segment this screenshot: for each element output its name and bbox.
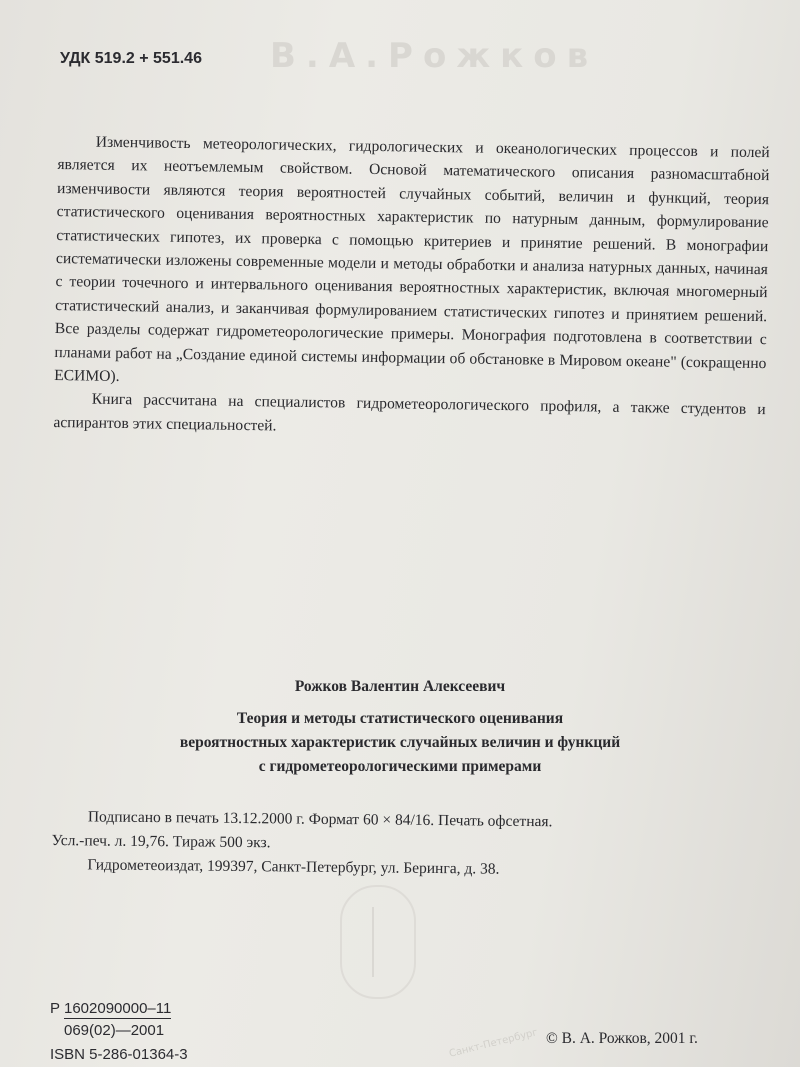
stamp-inner-line bbox=[372, 907, 384, 977]
show-through-author-text: В.А.Рожков bbox=[270, 36, 599, 76]
author-name: Рожков Валентин Алексеевич bbox=[294, 678, 506, 695]
imprint-publisher-address: Гидрометеоиздат, 199397, Санкт-Петербург, ул. Беринга, д. 38. bbox=[87, 856, 500, 878]
show-through-bottom-text: Санкт-Петербург bbox=[448, 1027, 539, 1060]
abstract-section bbox=[53, 130, 770, 445]
imprint-section bbox=[51, 805, 772, 885]
isbn-number: ISBN 5-286-01364-3 bbox=[50, 1046, 188, 1063]
abstract-paragraph: Изменчивость метеорологических, гидрологических и океанологических процессов и полей является их неотъемлемым свойством. Основой математического описания разномасштабной изменчивости являются теория вероятностей случайных событий, величин и функций, теория статистического оценивания вероятностных характеристик по натурным данным, формулирование статистических гипотез, их проверка с помощью критериев и принятие решений. В монографии систематически изложены современные модели и методы обработки и анализа натурных данных, начиная с теории точечного и интервального оценивания вероятностных характеристик, включая многомерный статистический анализ, и заканчивая формулированием статистических гипотез и принятием решений. Все разделы содержат гидрометеорологические примеры. Монография подготовлена в соответствии с планами работ на „Создание единой системы информации об обстановке в Мировом океане" (сокращенно ЕСИМО). bbox=[54, 133, 770, 386]
copyright-notice: © В. А. Рожков, 2001 г. bbox=[546, 1030, 698, 1047]
code-numerator: 1602090000–11 bbox=[64, 1000, 172, 1017]
catalog-code-block bbox=[50, 1000, 188, 1063]
faint-stamp-shape bbox=[340, 885, 416, 999]
book-title bbox=[0, 707, 800, 779]
imprint-print-info: Подписано в печать 13.12.2000 г. Формат 60 × 84/16. Печать офсетная. bbox=[87, 808, 553, 831]
abstract-paragraph: Книга рассчитана на специалистов гидрометеорологического профиля, а также студентов и аспирантов этих специальностей. bbox=[53, 391, 766, 435]
title-line: Теория и методы статистического оценивания bbox=[236, 710, 564, 727]
title-line: вероятностных характеристик случайных величин и функций bbox=[179, 734, 621, 751]
imprint-volume-info: Усл.-печ. л. 19,76. Тираж 500 экз. bbox=[51, 831, 271, 852]
title-line: с гидрометеорологическими примерами bbox=[258, 758, 542, 775]
udk-code: УДК 519.2 + 551.46 bbox=[60, 50, 202, 67]
code-letter: Р bbox=[50, 1000, 61, 1017]
code-denominator: 069(02)—2001 bbox=[64, 1022, 165, 1039]
